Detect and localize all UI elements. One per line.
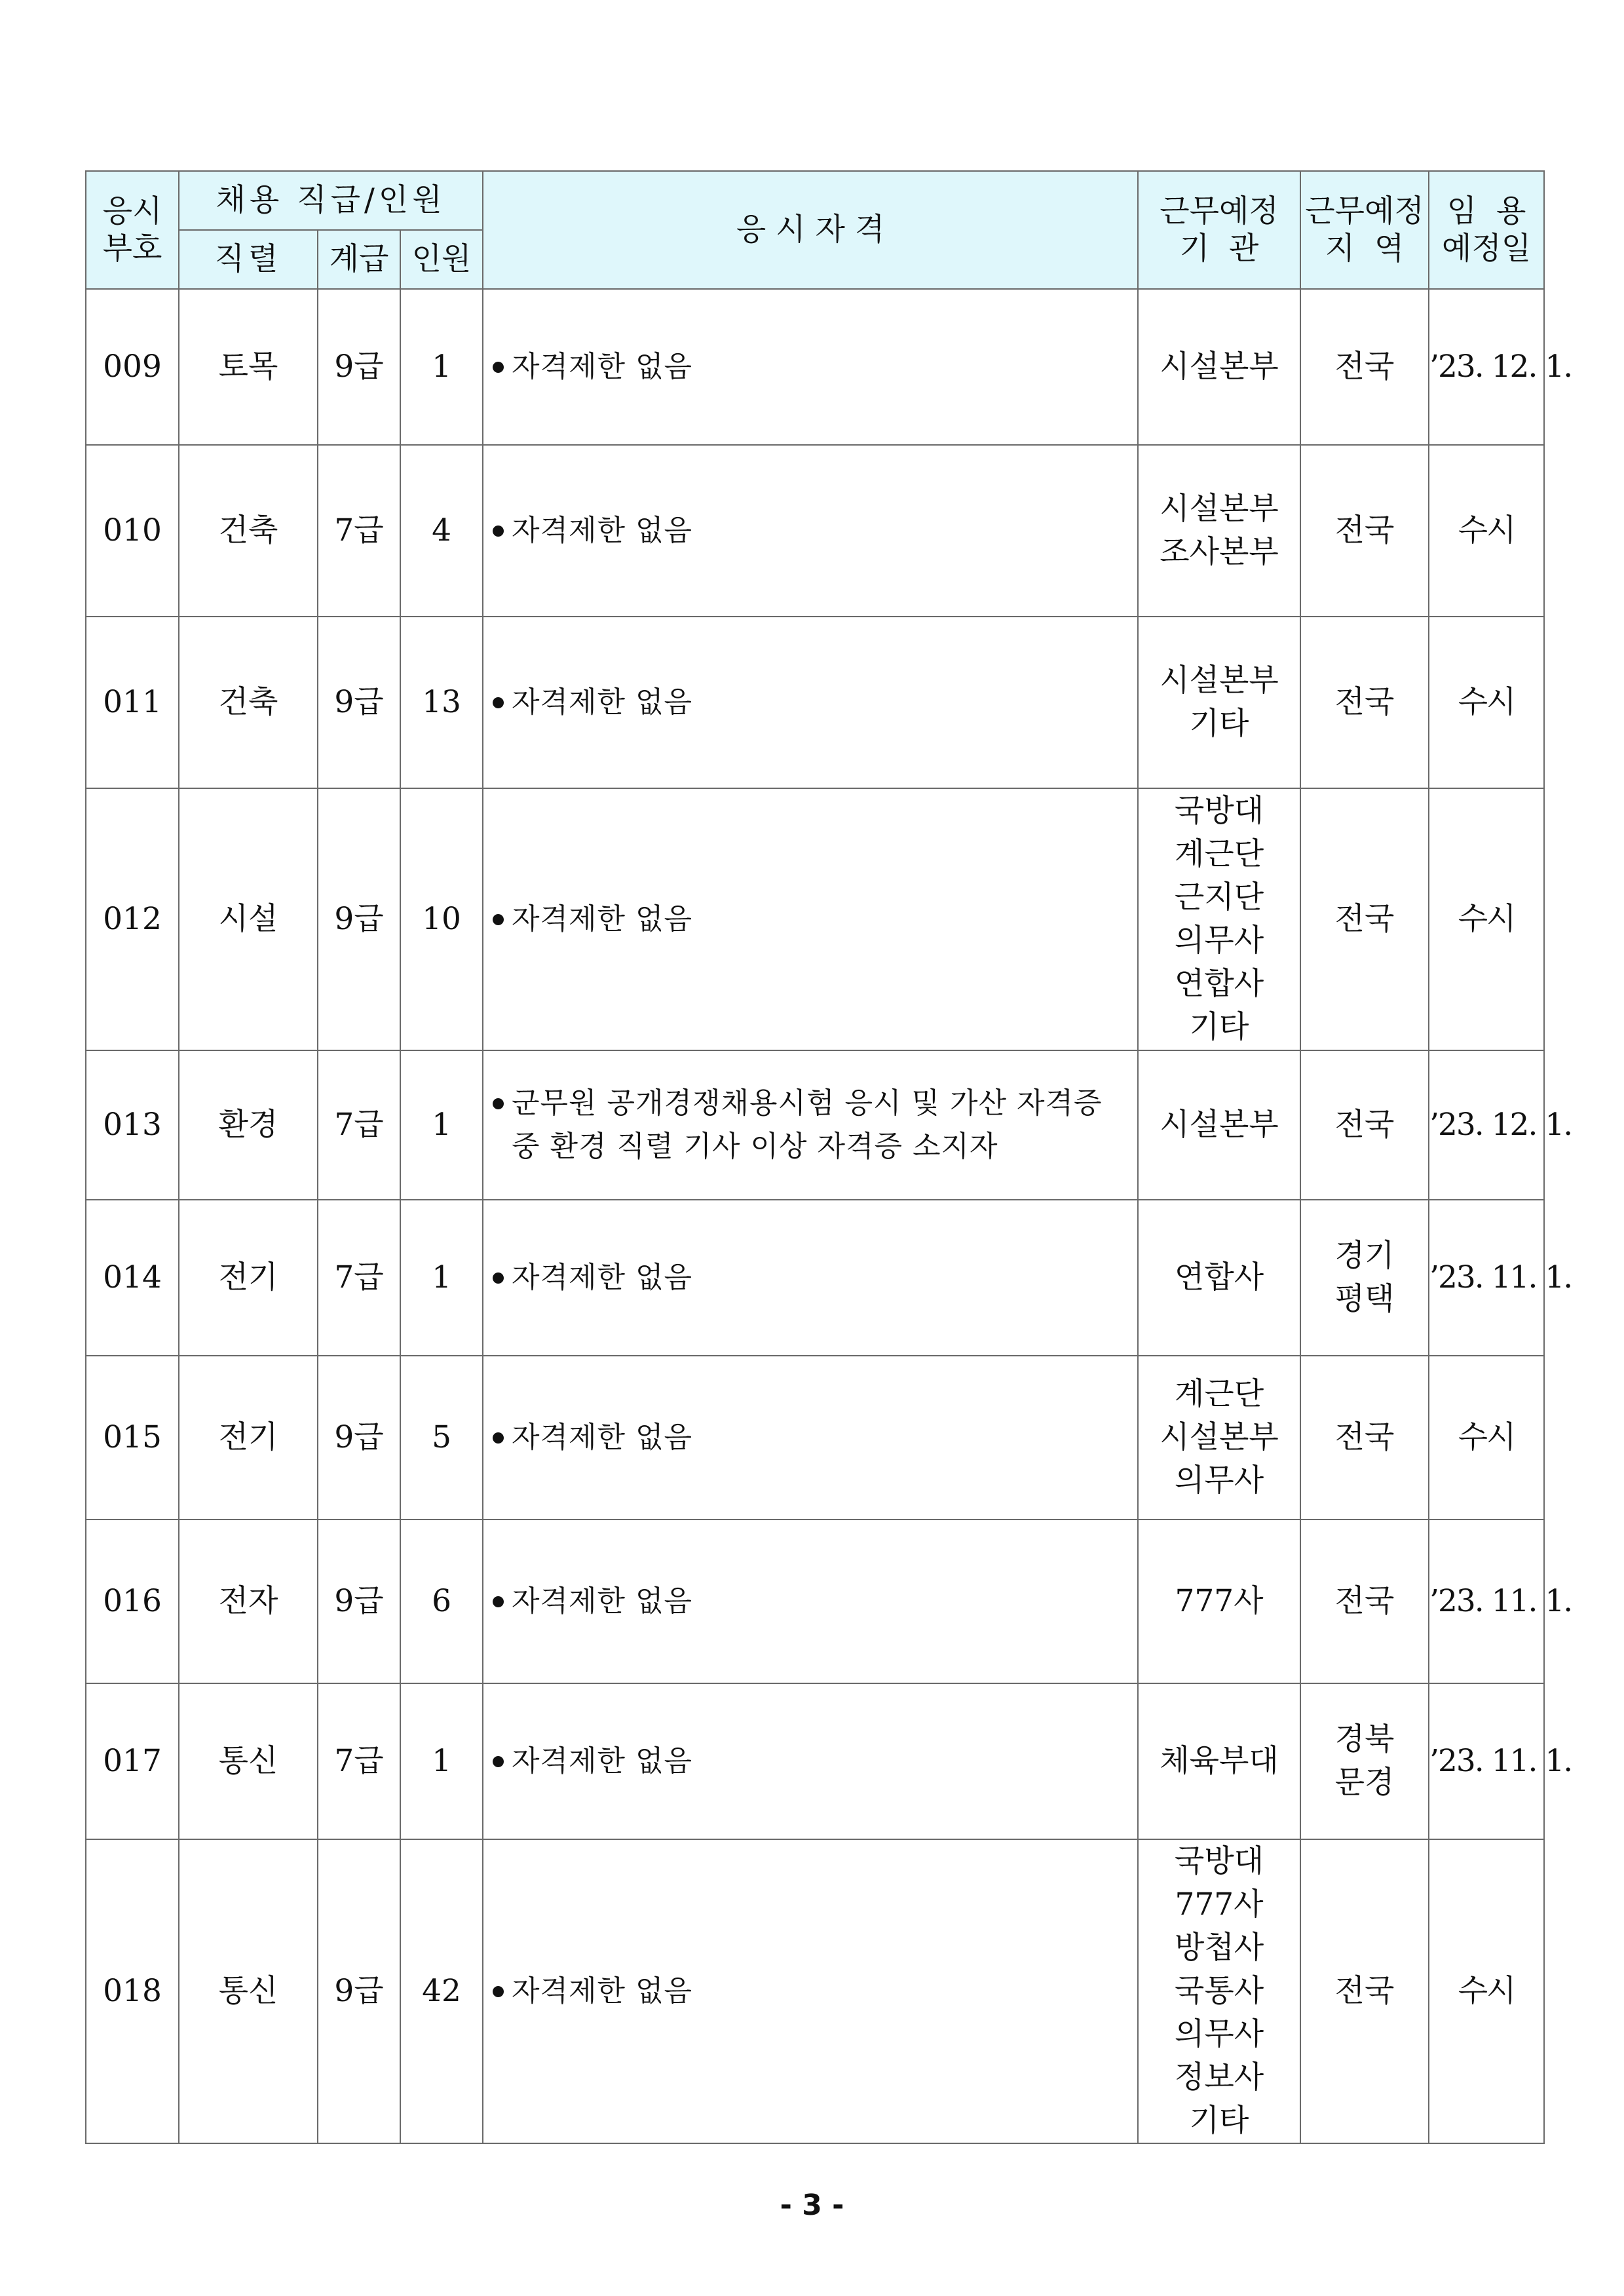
qualification-text — [512, 509, 692, 552]
header-exam-number — [86, 171, 179, 289]
table-row — [86, 1200, 1544, 1356]
agency-cell-line: 시설본부 — [1160, 491, 1279, 527]
qualification-line: 자격제한 없음 — [512, 1421, 693, 1454]
headcount-cell: 5 — [400, 1356, 483, 1520]
appointment-date-cell: ’23. 11. 1. — [1429, 1200, 1544, 1356]
appointment-date-cell: ’23. 12. 1. — [1429, 1050, 1544, 1200]
qualification-text — [512, 345, 692, 389]
qualification-text — [512, 1740, 692, 1783]
qualification-text — [512, 1416, 692, 1459]
exam-number-cell: 010 — [86, 445, 179, 617]
appointment-date-cell: ’23. 11. 1. — [1429, 1520, 1544, 1683]
header-recruit-group: 채용 직급/인원 — [179, 171, 483, 230]
qualification-text — [512, 1970, 692, 2013]
region-cell-line: 경북 — [1334, 1721, 1395, 1757]
agency-cell-line: 시설본부 — [1160, 349, 1279, 385]
headcount-cell: 1 — [400, 289, 483, 445]
agency-cell-line: 계근단 — [1174, 836, 1264, 872]
recruitment-table — [85, 170, 1572, 2144]
region-cell-line: 전국 — [1334, 1973, 1395, 2009]
agency-cell — [1138, 1683, 1300, 1839]
agency-cell-line: 기타 — [1189, 2103, 1249, 2139]
region-cell — [1300, 1520, 1429, 1683]
region-cell — [1300, 617, 1429, 788]
qualification-cell — [483, 1520, 1138, 1683]
region-cell — [1300, 445, 1429, 617]
appointment-date-cell: 수시 — [1429, 788, 1544, 1050]
series-cell: 건축 — [179, 617, 318, 788]
qualification-item — [493, 1416, 1133, 1459]
table-row — [86, 445, 1544, 617]
header-headcount: 인원 — [400, 230, 483, 289]
header-region — [1300, 171, 1429, 289]
qualification-text — [512, 898, 692, 941]
agency-cell — [1138, 289, 1300, 445]
headcount-cell: 1 — [400, 1050, 483, 1200]
qualification-text — [512, 1256, 692, 1299]
grade-cell: 7급 — [318, 1200, 400, 1356]
agency-cell-line: 시설본부 — [1160, 1107, 1279, 1143]
exam-number-cell: 015 — [86, 1356, 179, 1520]
qualification-cell — [483, 1356, 1138, 1520]
region-cell-line: 평택 — [1334, 1281, 1395, 1317]
header-appointment-date — [1429, 171, 1544, 289]
agency-cell-line: 체육부대 — [1160, 1743, 1279, 1779]
qualification-cell — [483, 1050, 1138, 1200]
region-cell — [1300, 1839, 1429, 2143]
qualification-item — [493, 509, 1133, 552]
region-cell — [1300, 788, 1429, 1050]
qualification-line: 자격제한 없음 — [512, 1584, 693, 1618]
qualification-item — [493, 681, 1133, 724]
headcount-cell: 1 — [400, 1683, 483, 1839]
headcount-cell: 4 — [400, 445, 483, 617]
region-cell — [1300, 1200, 1429, 1356]
grade-cell: 9급 — [318, 617, 400, 788]
agency-cell-line: 연합사 — [1174, 966, 1264, 1002]
exam-number-cell: 013 — [86, 1050, 179, 1200]
agency-cell — [1138, 788, 1300, 1050]
qualification-line: 자격제한 없음 — [512, 1261, 693, 1294]
qualification-text — [512, 1082, 1103, 1168]
agency-cell-line: 의무사 — [1174, 923, 1264, 959]
series-cell: 통신 — [179, 1839, 318, 2143]
header-region-line1: 근무예정 — [1305, 193, 1424, 229]
header-exam-number-line2: 부호 — [102, 231, 162, 267]
agency-cell-line: 연합사 — [1174, 1259, 1264, 1295]
headcount-cell: 42 — [400, 1839, 483, 2143]
qualification-item — [493, 1082, 1133, 1168]
region-cell-line: 전국 — [1334, 1107, 1395, 1143]
appointment-date-cell: ’23. 11. 1. — [1429, 1683, 1544, 1839]
qualification-cell — [483, 445, 1138, 617]
agency-cell-line: 777사 — [1175, 1886, 1264, 1923]
appointment-date-cell: 수시 — [1429, 445, 1544, 617]
header-grade: 계급 — [318, 230, 400, 289]
table-row — [86, 289, 1544, 445]
header-appointment-line2: 예정일 — [1441, 231, 1532, 267]
agency-cell-line: 의무사 — [1174, 1463, 1264, 1499]
appointment-date-cell: 수시 — [1429, 1356, 1544, 1520]
grade-cell: 9급 — [318, 788, 400, 1050]
agency-cell-line: 정보사 — [1174, 2059, 1264, 2095]
qualification-cell — [483, 1839, 1138, 2143]
table-row — [86, 788, 1544, 1050]
qualification-line: 자격제한 없음 — [512, 1744, 693, 1778]
qualification-text — [512, 681, 692, 724]
agency-cell — [1138, 1200, 1300, 1356]
agency-cell-line: 시설본부 — [1160, 1419, 1279, 1455]
qualification-line: 중 환경 직렬 기사 이상 자격증 소지자 — [512, 1130, 998, 1163]
region-cell-line: 전국 — [1334, 684, 1395, 720]
region-cell — [1300, 1050, 1429, 1200]
qualification-line: 자격제한 없음 — [512, 902, 693, 936]
qualification-item — [493, 898, 1133, 941]
table-row — [86, 1683, 1544, 1839]
bullet-icon — [493, 1596, 504, 1607]
exam-number-cell: 014 — [86, 1200, 179, 1356]
agency-cell — [1138, 445, 1300, 617]
agency-cell-line: 근지단 — [1174, 879, 1264, 915]
appointment-date-cell: 수시 — [1429, 617, 1544, 788]
qualification-line: 자격제한 없음 — [512, 514, 693, 547]
region-cell-line: 전국 — [1334, 1419, 1395, 1455]
series-cell: 시설 — [179, 788, 318, 1050]
headcount-cell: 13 — [400, 617, 483, 788]
header-region-line2: 지 역 — [1325, 231, 1405, 267]
table-header — [86, 171, 1544, 289]
qualification-line: 자격제한 없음 — [512, 350, 693, 383]
region-cell-line: 문경 — [1334, 1765, 1395, 1801]
agency-cell-line: 국방대 — [1174, 793, 1264, 829]
header-exam-number-line1: 응시 — [102, 193, 162, 229]
agency-cell-line: 방첩사 — [1174, 1930, 1264, 1966]
qualification-text — [512, 1580, 692, 1623]
series-cell: 토목 — [179, 289, 318, 445]
series-cell: 전기 — [179, 1356, 318, 1520]
agency-cell-line: 의무사 — [1174, 2016, 1264, 2052]
qualification-item — [493, 345, 1133, 389]
header-agency-line1: 근무예정 — [1160, 193, 1279, 229]
grade-cell: 7급 — [318, 445, 400, 617]
exam-number-cell: 012 — [86, 788, 179, 1050]
series-cell: 환경 — [179, 1050, 318, 1200]
qualification-item — [493, 1256, 1133, 1299]
bullet-icon — [493, 362, 504, 373]
agency-cell — [1138, 617, 1300, 788]
bullet-icon — [493, 1986, 504, 1997]
region-cell-line: 경기 — [1334, 1238, 1395, 1274]
header-agency — [1138, 171, 1300, 289]
agency-cell-line: 기타 — [1189, 706, 1249, 742]
grade-cell: 9급 — [318, 1839, 400, 2143]
bullet-icon — [493, 1272, 504, 1284]
region-cell — [1300, 289, 1429, 445]
qualification-line: 자격제한 없음 — [512, 1974, 693, 2008]
bullet-icon — [493, 1098, 504, 1109]
region-cell-line: 전국 — [1334, 349, 1395, 385]
header-qualification: 응 시 자 격 — [483, 171, 1138, 289]
grade-cell: 9급 — [318, 289, 400, 445]
exam-number-cell: 011 — [86, 617, 179, 788]
series-cell: 전기 — [179, 1200, 318, 1356]
series-cell: 건축 — [179, 445, 318, 617]
table-row — [86, 1839, 1544, 2143]
qualification-cell — [483, 617, 1138, 788]
qualification-line: 군무원 공개경쟁채용시험 응시 및 가산 자격증 — [512, 1086, 1103, 1120]
agency-cell-line: 777사 — [1175, 1583, 1264, 1619]
bullet-icon — [493, 1432, 504, 1444]
agency-cell-line: 국통사 — [1174, 1973, 1264, 2009]
agency-cell-line: 시설본부 — [1160, 662, 1279, 698]
agency-cell-line: 계근단 — [1174, 1376, 1264, 1412]
header-appointment-line1: 임 용 — [1446, 193, 1526, 229]
agency-cell — [1138, 1050, 1300, 1200]
region-cell — [1300, 1356, 1429, 1520]
qualification-item — [493, 1580, 1133, 1623]
header-series: 직렬 — [179, 230, 318, 289]
table-row — [86, 1520, 1544, 1683]
exam-number-cell: 009 — [86, 289, 179, 445]
bullet-icon — [493, 1756, 504, 1767]
grade-cell: 9급 — [318, 1356, 400, 1520]
exam-number-cell: 018 — [86, 1839, 179, 2143]
qualification-item — [493, 1970, 1133, 2013]
bullet-icon — [493, 914, 504, 925]
page-number: - 3 - — [780, 2189, 844, 2222]
header-agency-line2: 기 관 — [1179, 231, 1259, 267]
table-body — [86, 289, 1572, 2143]
appointment-date-cell: 수시 — [1429, 1839, 1544, 2143]
region-cell — [1300, 1683, 1429, 1839]
qualification-line: 자격제한 없음 — [512, 685, 693, 719]
agency-cell — [1138, 1839, 1300, 2143]
qualification-cell — [483, 1683, 1138, 1839]
qualification-cell — [483, 289, 1138, 445]
agency-cell — [1138, 1356, 1300, 1520]
agency-cell — [1138, 1520, 1300, 1683]
series-cell: 전자 — [179, 1520, 318, 1683]
region-cell-line: 전국 — [1334, 901, 1395, 937]
bullet-icon — [493, 697, 504, 708]
agency-cell-line: 조사본부 — [1160, 534, 1279, 570]
agency-cell-line: 국방대 — [1174, 1843, 1264, 1879]
headcount-cell: 10 — [400, 788, 483, 1050]
grade-cell: 7급 — [318, 1683, 400, 1839]
table-row — [86, 617, 1544, 788]
qualification-item — [493, 1740, 1133, 1783]
exam-number-cell: 016 — [86, 1520, 179, 1683]
grade-cell: 7급 — [318, 1050, 400, 1200]
headcount-cell: 1 — [400, 1200, 483, 1356]
region-cell-line: 전국 — [1334, 1583, 1395, 1619]
agency-cell-line: 기타 — [1189, 1009, 1249, 1045]
headcount-cell: 6 — [400, 1520, 483, 1683]
table-row — [86, 1050, 1544, 1200]
exam-number-cell: 017 — [86, 1683, 179, 1839]
grade-cell: 9급 — [318, 1520, 400, 1683]
region-cell-line: 전국 — [1334, 512, 1395, 548]
series-cell: 통신 — [179, 1683, 318, 1839]
qualification-cell — [483, 788, 1138, 1050]
appointment-date-cell: ’23. 12. 1. — [1429, 289, 1544, 445]
qualification-cell — [483, 1200, 1138, 1356]
table-row — [86, 1356, 1544, 1520]
bullet-icon — [493, 526, 504, 537]
